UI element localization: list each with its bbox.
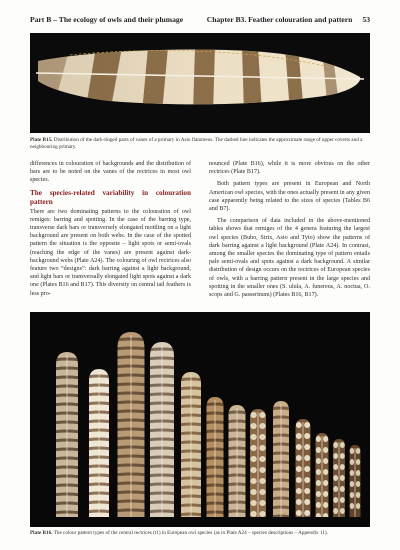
- tail-feather: [316, 433, 329, 519]
- right-paragraph-1: nounced (Plate B16), while it is more obvious on the other rectrices (Plate B17).: [209, 161, 370, 176]
- tail-feather: [265, 401, 297, 520]
- tail-feather: [198, 397, 232, 517]
- header-chapter-title: Chapter B3. Feather colouration and pattern: [206, 15, 353, 24]
- right-column: [209, 160, 370, 304]
- rectrices-photo: [30, 312, 370, 527]
- tail-feather: [79, 369, 119, 517]
- tail-feather: [220, 405, 254, 517]
- left-paragraph-2: There are two dominating patterns to the colouration of owl remiges: barring and spotting. In the case of the barring type, transverse dark bars or transversely elongated mottling on a light background are present on both webs. In the case of the spotted pattern the situation is the opposite – light spots or semi-ovals (reaching the edge of the vanes) are present against dark-background webs (Plate A24). The colouring of owl rectrices also feature two “designs”: dark barring against a light background, and light bars or transversally elongated light spots against a dark one (Plates B16 and B17). This diversity on central tail feathers is less pro-: [30, 208, 191, 297]
- plate-b16-caption-text: The colour pattern types of the central rectrices (t1) in European owl species (as in Plate A24 – species descriptions – Appendix 11).: [53, 530, 328, 536]
- right-paragraph-2: Both pattern types are present in European and North American owl species, with the ones actually present in any given case apparently being related to the sizes of species (Tables B6 and B7).: [209, 181, 370, 213]
- plate-b15-image: [30, 33, 370, 133]
- running-header: [30, 15, 370, 29]
- page-number: 53: [362, 15, 370, 24]
- tail-feather: [138, 342, 186, 517]
- header-part-title: Part B – The ecology of owls and their plumage: [30, 15, 184, 24]
- primary-feather-photo: [30, 33, 370, 133]
- tail-feather: [45, 352, 89, 517]
- plate-b16-caption: [30, 530, 370, 537]
- tail-feather: [171, 372, 211, 518]
- tail-feather: [250, 409, 266, 517]
- feather-vane: [30, 47, 364, 113]
- body-text-columns: [30, 160, 370, 304]
- plate-b16-label: Plate B16.: [30, 530, 53, 536]
- right-paragraph-3: The comparison of data included in the above-mentioned tables shows that remiges of the 4 genera featuring the largest owl species (Bubo, Strix, Asio and Tyto) show the patterns of dark barring against a light background (Plate A24). In contrast, among the smaller species the dominating type of pattern entails pale semi-ovals and spots against a dark background. A similar distribution of design occurs on the rectrices of European species of owls, with a barring pattern present in the large species and spotting in the smaller ones (S. ulula, A. funereus, A. noctua, O. scops and G. passerinum) (Plates B16, B17).: [209, 218, 370, 299]
- plate-b15-caption: [30, 137, 370, 151]
- plate-b16-image: [30, 312, 370, 527]
- left-column: [30, 160, 191, 304]
- section-heading: The species-related variability in colouration pattern: [30, 188, 191, 206]
- plate-b15-label: Plate B15.: [30, 137, 53, 143]
- tail-feather: [296, 419, 311, 517]
- header-right-group: [207, 15, 370, 24]
- tail-feather: [104, 332, 158, 517]
- plate-b15-caption-text: Distribution of the dark-tinged parts of vanes of a primary in Asio flammeus. The dashed line indicates the approximate range of upper coverts and a neighbouring primary.: [30, 137, 363, 150]
- left-paragraph-1: differences in colouration of backgrounds and the distribution of bars are to be noted on the vanes of the rectrices in most owl species.: [30, 161, 191, 184]
- tail-feather: [333, 439, 345, 517]
- tail-feather: [350, 445, 361, 517]
